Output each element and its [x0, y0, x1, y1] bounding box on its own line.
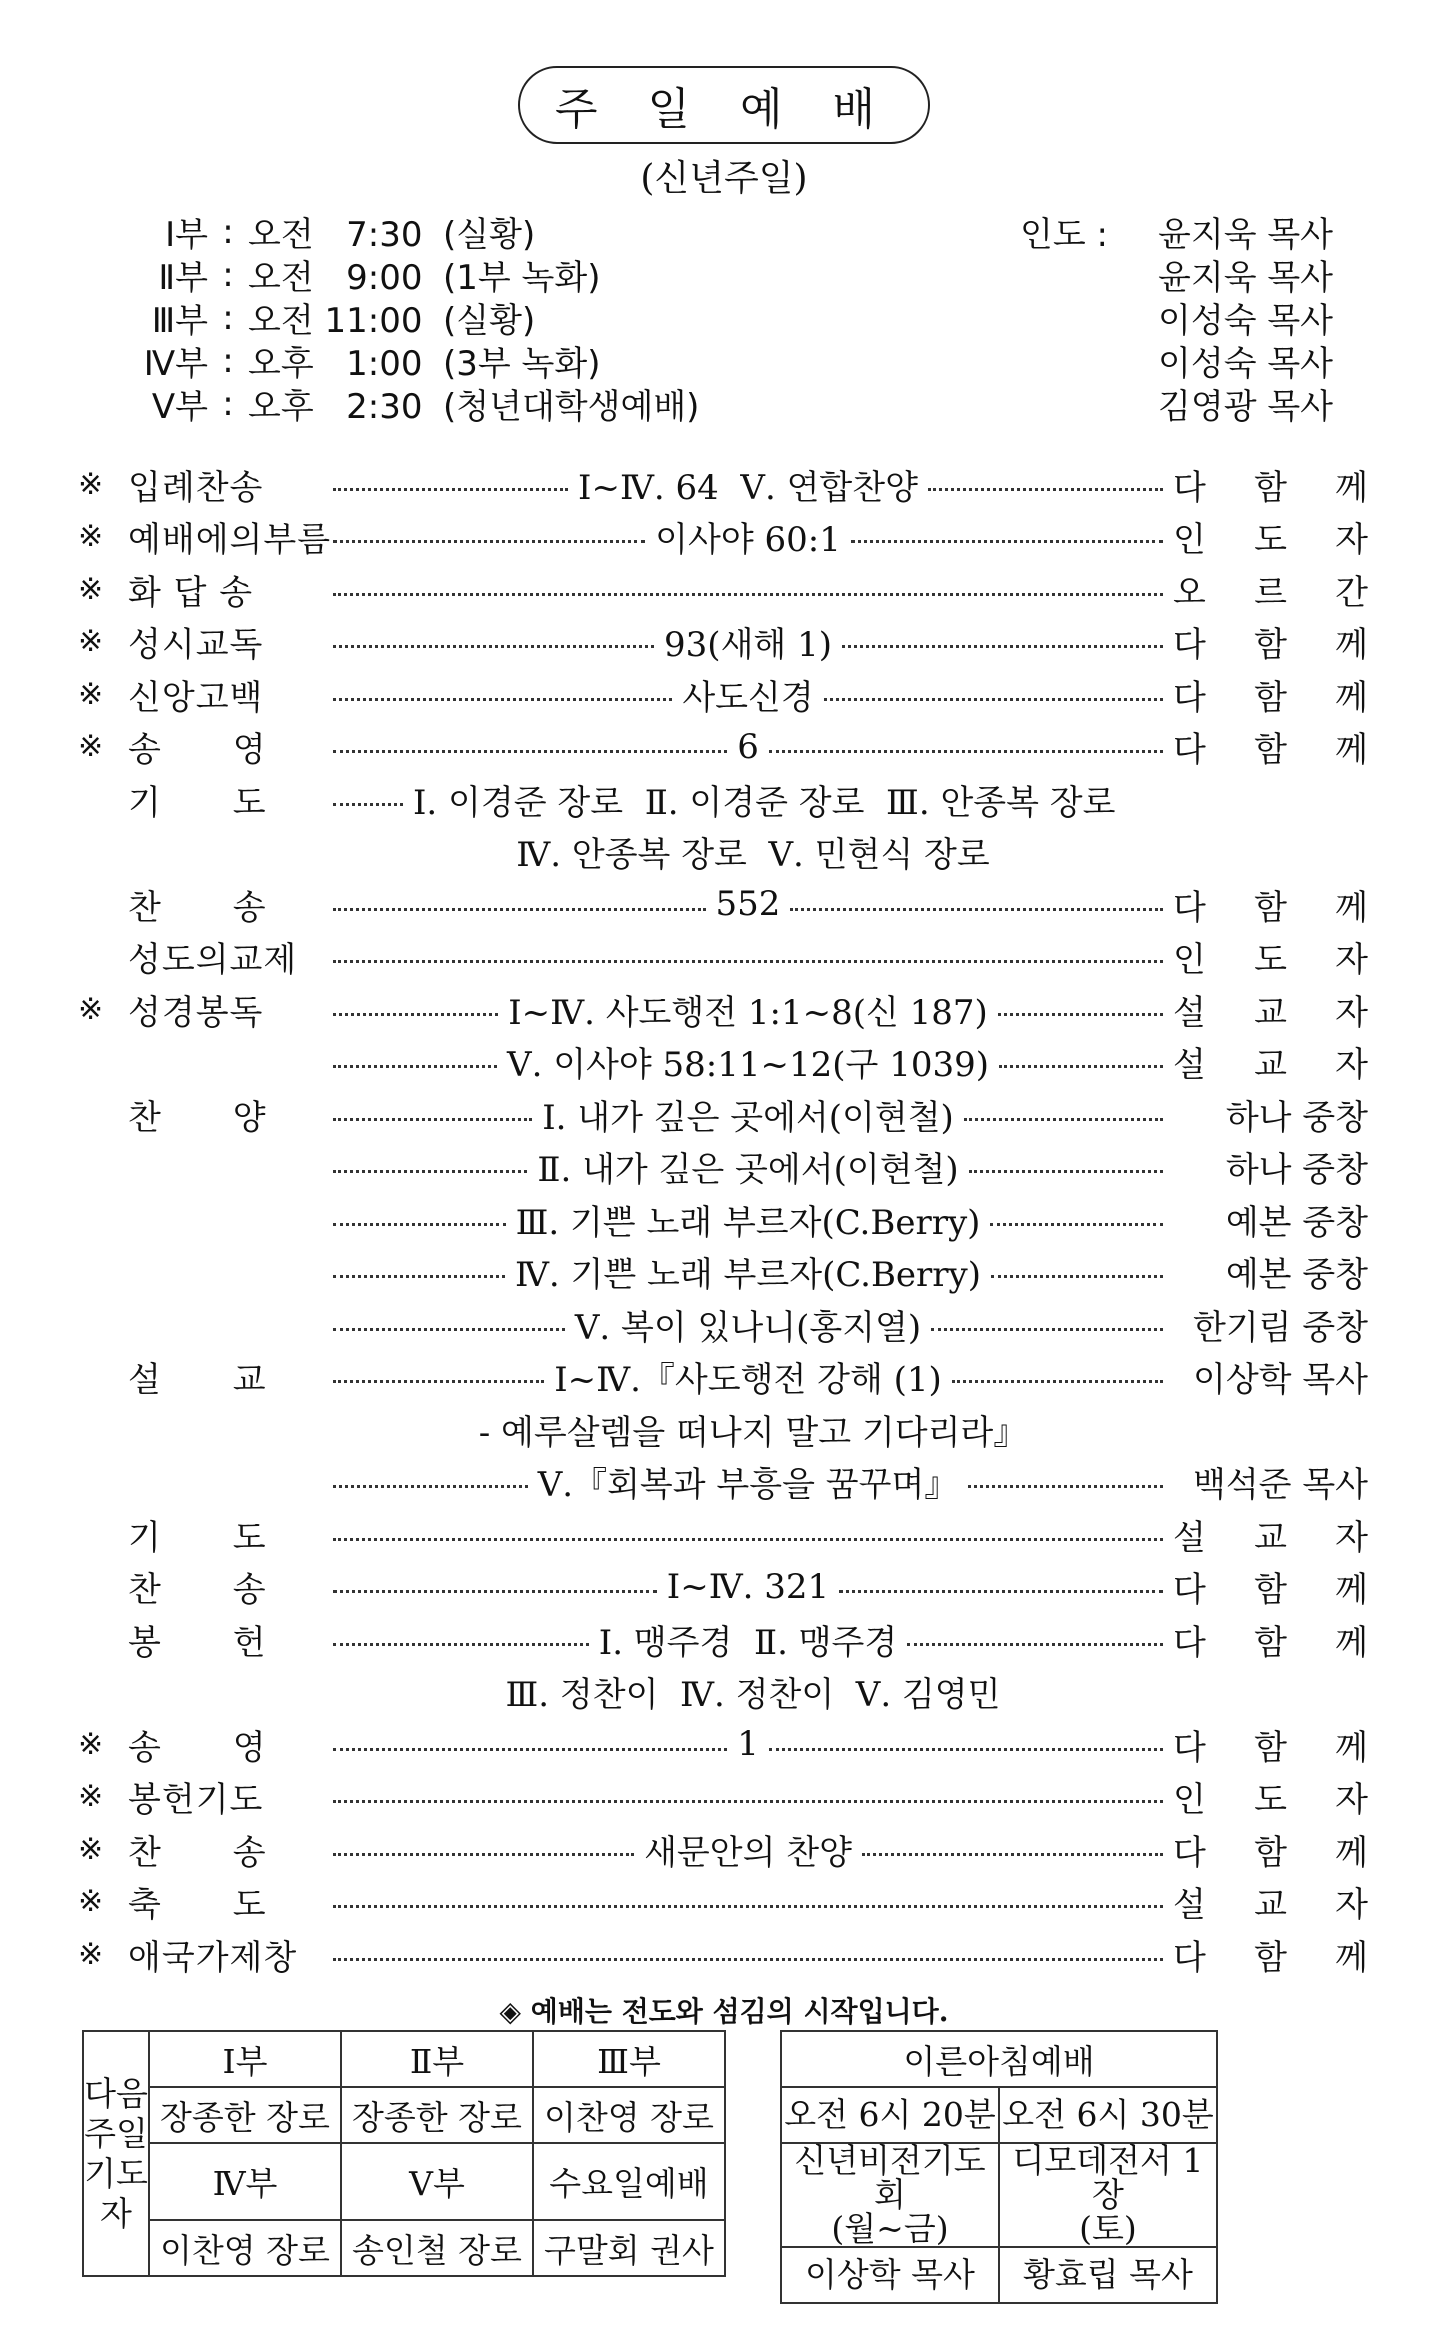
dot-leader [968, 1485, 1163, 1488]
item-label: 기 도 [128, 782, 267, 823]
order-item [78, 1193, 1368, 1246]
morning-row [781, 2087, 1217, 2143]
schedule-note: (1부 녹화) [443, 258, 601, 298]
morning-leader: 이상학 목사 [781, 2247, 999, 2303]
morning-time: 오전 6시 30분 [999, 2087, 1217, 2143]
prayer-name: 구말회 권사 [533, 2220, 725, 2276]
role-char: 함 [1254, 625, 1287, 666]
role-char: 께 [1335, 730, 1368, 771]
dot-leader [333, 698, 672, 701]
dot-leader [769, 1748, 1163, 1751]
role-char: 자 [1335, 1045, 1368, 1086]
dot-leader [790, 908, 1163, 911]
item-content: 6 [737, 726, 759, 767]
continuation-text: - 예루살렘을 떠나지 말고 기다리라』 [478, 1412, 1028, 1453]
role-char: 다 [1173, 887, 1206, 928]
schedule-time: 오후 1:00 [248, 344, 423, 384]
role-char: 자 [1335, 1517, 1368, 1558]
order-item [78, 1771, 1368, 1824]
schedule-part: Ⅰ부 [165, 215, 208, 255]
item-content: Ⅱ. 내가 깊은 곳에서(이현철) [537, 1150, 959, 1191]
order-item [78, 1613, 1368, 1666]
role-text [1173, 1510, 1368, 1559]
dot-leader [842, 645, 1163, 648]
role-char: 께 [1335, 1832, 1368, 1873]
dot-leader [333, 1328, 565, 1331]
reference-mark: ※ [78, 1936, 104, 1972]
reference-mark: ※ [78, 729, 104, 765]
role-text [1173, 1562, 1368, 1611]
role-char: 하나 중창 [1225, 1097, 1369, 1138]
dot-leader [907, 1643, 1163, 1646]
dot-leader [333, 1800, 1163, 1803]
dot-leader [333, 1065, 497, 1068]
role-text [1173, 565, 1368, 614]
dot-leader [851, 540, 1163, 543]
dot-leader [333, 803, 403, 806]
role-char: 백석준 목사 [1192, 1465, 1369, 1506]
role-char: 자 [1335, 992, 1368, 1033]
dot-leader [991, 1275, 1163, 1278]
item-label: 찬 송 [128, 1832, 267, 1873]
leader-row [1020, 296, 1333, 339]
role-char: 도 [1254, 1780, 1287, 1821]
prayer-row [83, 2220, 725, 2276]
prayer-row [83, 2031, 725, 2087]
schedule-part: Ⅲ부 [151, 301, 208, 341]
schedule-note: (청년대학생예배) [443, 387, 700, 427]
schedule-part: Ⅴ부 [151, 387, 208, 427]
role-char: 교 [1254, 1885, 1287, 1926]
item-label: 예배에의부름 [128, 520, 332, 561]
leader-name: 김영광 목사 [1158, 387, 1334, 427]
service-leaders [1020, 210, 1333, 425]
item-content: Ⅰ~Ⅳ.『사도행전 강해 (1) [554, 1360, 942, 1401]
prayer-part-header: 수요일예배 [533, 2143, 725, 2220]
dot-leader [333, 488, 568, 491]
dot-leader [333, 1380, 544, 1383]
morning-leader: 황효립 목사 [999, 2247, 1217, 2303]
role-char: 다 [1173, 1832, 1206, 1873]
leader-row [1020, 210, 1333, 253]
role-char: 인 [1173, 940, 1206, 981]
reference-mark: ※ [78, 624, 104, 660]
role-char: 함 [1254, 1937, 1287, 1978]
role-text [1173, 1352, 1368, 1401]
role-char: 설 [1173, 1517, 1206, 1558]
dot-leader [824, 698, 1163, 701]
role-char: 르 [1254, 572, 1287, 613]
item-label: 찬 송 [128, 887, 267, 928]
item-content: 사도신경 [682, 677, 814, 718]
role-char: 다 [1173, 1727, 1206, 1768]
item-label: 송 영 [128, 1727, 267, 1768]
role-char: 도 [1254, 520, 1287, 561]
service-schedule [108, 210, 699, 425]
reference-mark: ※ [78, 571, 104, 607]
role-char: 함 [1254, 467, 1287, 508]
dot-leader [333, 1748, 727, 1751]
role-text [1173, 1615, 1368, 1664]
item-label: 입례찬송 [128, 467, 264, 508]
leader-name: 이성숙 목사 [1158, 301, 1334, 341]
schedule-time: 오후 2:30 [248, 387, 423, 427]
order-item [78, 1928, 1368, 1981]
role-text [1173, 1195, 1368, 1244]
item-content: 93(새해 1) [664, 625, 832, 666]
item-content: Ⅰ. 내가 깊은 곳에서(이현철) [542, 1097, 954, 1138]
order-item [78, 721, 1368, 774]
prayer-row-header: 다음 주일 기도자 [83, 2031, 149, 2276]
dot-leader [333, 1013, 498, 1016]
morning-row [781, 2247, 1217, 2303]
role-char: 설 [1173, 992, 1206, 1033]
role-char: 자 [1335, 1780, 1368, 1821]
item-label: 봉 헌 [128, 1622, 267, 1663]
order-item [78, 1298, 1368, 1351]
role-char: 께 [1335, 467, 1368, 508]
role-text [1173, 617, 1368, 666]
dot-leader [999, 1065, 1163, 1068]
role-char: 자 [1335, 520, 1368, 561]
prayer-row [83, 2143, 725, 2220]
reference-mark: ※ [78, 991, 104, 1027]
dot-leader [333, 1485, 528, 1488]
role-char: 이상학 목사 [1192, 1360, 1369, 1401]
leader-label: 인도 : [1020, 215, 1108, 255]
role-char: 간 [1335, 572, 1368, 613]
dot-leader [333, 645, 654, 648]
prayer-part-header: Ⅴ부 [341, 2143, 533, 2220]
morning-time: 오전 6시 20분 [781, 2087, 999, 2143]
role-char: 께 [1335, 1622, 1368, 1663]
order-item [78, 616, 1368, 669]
role-char: 설 [1173, 1045, 1206, 1086]
role-text [1173, 932, 1368, 981]
worship-order [78, 458, 1368, 1981]
role-text [1173, 1720, 1368, 1769]
order-item [78, 563, 1368, 616]
schedule-note: (실황) [443, 301, 536, 341]
schedule-part: Ⅱ부 [158, 258, 208, 298]
prayer-part-header: Ⅰ부 [149, 2031, 341, 2087]
role-char: 하나 중창 [1225, 1150, 1368, 1191]
item-label: 봉헌기도 [128, 1780, 264, 1821]
leader-row [1020, 382, 1333, 425]
morning-row [781, 2031, 1217, 2087]
dot-leader [928, 488, 1163, 491]
item-label: 성경봉독 [128, 992, 264, 1033]
reference-mark: ※ [78, 1726, 104, 1762]
role-char: 예본 중창 [1225, 1202, 1369, 1243]
closing-note: ◈ 예배는 전도와 섬김의 시작입니다. [499, 1995, 949, 2028]
role-text [1173, 512, 1368, 561]
role-text [1173, 1247, 1368, 1296]
schedule-colon: : [222, 297, 234, 338]
item-label: 송 영 [128, 730, 267, 771]
schedule-note: (실황) [443, 215, 536, 255]
order-continuation [78, 1403, 1368, 1456]
role-char: 함 [1254, 1832, 1287, 1873]
leader-name: 이성숙 목사 [1158, 344, 1334, 384]
role-char: 한기림 중창 [1192, 1307, 1369, 1348]
order-item [78, 1246, 1368, 1299]
role-char: 함 [1254, 730, 1287, 771]
item-label: 축 도 [128, 1885, 267, 1926]
schedule-colon: : [222, 211, 234, 252]
order-item [78, 1141, 1368, 1194]
page-title: 주 일 예 배 [518, 66, 930, 144]
order-item [78, 1508, 1368, 1561]
dot-leader [990, 1223, 1163, 1226]
order-item [78, 773, 1368, 826]
leader-row [1020, 339, 1333, 382]
item-label: 성도의교제 [128, 940, 298, 981]
schedule-time: 오전 11:00 [248, 301, 423, 341]
item-label: 화 답 송 [128, 572, 254, 613]
role-char: 다 [1173, 677, 1206, 718]
reference-mark: ※ [78, 1779, 104, 1815]
role-char: 께 [1335, 1937, 1368, 1978]
prayer-name: 장종한 장로 [341, 2087, 533, 2143]
schedule-row [108, 339, 699, 382]
role-text [1173, 1142, 1368, 1191]
prayer-part-header: Ⅳ부 [149, 2143, 341, 2220]
reference-mark: ※ [78, 1831, 104, 1867]
schedule-colon: : [222, 383, 234, 424]
role-char: 교 [1254, 1517, 1287, 1558]
dot-leader [952, 1380, 1163, 1383]
role-char: 교 [1254, 1045, 1287, 1086]
reference-mark: ※ [78, 1884, 104, 1920]
item-label: 성시교독 [128, 625, 264, 666]
prayer-name: 송인철 장로 [341, 2220, 533, 2276]
reference-mark: ※ [78, 466, 104, 502]
role-text [1173, 985, 1368, 1034]
role-char: 께 [1335, 1570, 1368, 1611]
dot-leader [333, 540, 645, 543]
leader-row [1020, 253, 1333, 296]
morning-row [781, 2143, 1217, 2247]
role-char: 자 [1335, 940, 1368, 981]
role-char: 다 [1173, 1622, 1206, 1663]
item-content: Ⅴ.『회복과 부흥을 꿈꾸며』 [537, 1465, 959, 1506]
role-text [1173, 460, 1368, 509]
item-content: Ⅰ. 이경준 장로 Ⅱ. 이경준 장로 Ⅲ. 안종복 장로 [413, 782, 1116, 823]
morning-event: 신년비전기도회 (월~금) [781, 2143, 999, 2247]
order-continuation [78, 826, 1368, 879]
schedule-row [108, 296, 699, 339]
schedule-row [108, 253, 699, 296]
dot-leader [333, 1223, 506, 1226]
item-content: 1 [737, 1724, 759, 1765]
role-char: 께 [1335, 1727, 1368, 1768]
role-char: 함 [1254, 1622, 1287, 1663]
order-item [78, 1823, 1368, 1876]
role-char: 께 [1335, 887, 1368, 928]
schedule-row [108, 382, 699, 425]
dot-leader [333, 1905, 1163, 1908]
dot-leader [333, 1958, 1163, 1961]
order-item [78, 458, 1368, 511]
dot-leader [969, 1170, 1163, 1173]
prayer-name: 이찬영 장로 [533, 2087, 725, 2143]
order-item [78, 1088, 1368, 1141]
order-item [78, 1456, 1368, 1509]
morning-worship-table [780, 2030, 1218, 2304]
item-content: Ⅴ. 복이 있나니(홍지열) [574, 1307, 922, 1348]
continuation-text: Ⅲ. 정찬이 Ⅳ. 정찬이 Ⅴ. 김영민 [505, 1675, 1001, 1716]
prayer-row [83, 2087, 725, 2143]
dot-leader [333, 908, 706, 911]
prayer-part-header: Ⅲ부 [533, 2031, 725, 2087]
item-content: 새문안의 찬양 [644, 1832, 852, 1873]
role-text [1173, 1825, 1368, 1874]
prayer-table [82, 2030, 726, 2277]
role-char: 인 [1173, 1780, 1206, 1821]
dot-leader [333, 750, 727, 753]
role-char: 함 [1254, 1570, 1287, 1611]
role-char: 께 [1335, 625, 1368, 666]
schedule-row [108, 210, 699, 253]
prayer-part-header: Ⅱ부 [341, 2031, 533, 2087]
item-label: 찬 양 [128, 1097, 267, 1138]
schedule-colon: : [222, 340, 234, 381]
dot-leader [333, 1170, 527, 1173]
role-char: 도 [1254, 940, 1287, 981]
role-text [1173, 1300, 1368, 1349]
morning-title: 이른아침예배 [781, 2031, 1217, 2087]
continuation-text: Ⅳ. 안종복 장로 Ⅴ. 민현식 장로 [516, 835, 990, 876]
item-label: 신앙고백 [128, 677, 264, 718]
item-content: Ⅰ~Ⅳ. 64 Ⅴ. 연합찬양 [578, 467, 918, 508]
dot-leader [964, 1118, 1163, 1121]
item-label: 기 도 [128, 1517, 267, 1558]
role-text [1173, 880, 1368, 929]
dot-leader [931, 1328, 1163, 1331]
item-content: Ⅲ. 기쁜 노래 부르자(C.Berry) [515, 1202, 981, 1243]
schedule-time: 오전 9:00 [248, 258, 423, 298]
order-item [78, 511, 1368, 564]
role-char: 오 [1173, 572, 1206, 613]
schedule-note: (3부 녹화) [443, 344, 601, 384]
dot-leader [333, 1590, 657, 1593]
role-char: 께 [1335, 677, 1368, 718]
item-label: 애국가제창 [128, 1937, 298, 1978]
role-text [1173, 1457, 1368, 1506]
order-item [78, 1351, 1368, 1404]
order-continuation [78, 1666, 1368, 1719]
role-char: 교 [1254, 992, 1287, 1033]
item-content: Ⅰ. 맹주경 Ⅱ. 맹주경 [598, 1622, 898, 1663]
schedule-colon: : [222, 254, 234, 295]
morning-event: 디모데전서 1장 (토) [999, 2143, 1217, 2247]
dot-leader [333, 1853, 634, 1856]
role-text [1173, 1877, 1368, 1926]
prayer-name: 장종한 장로 [149, 2087, 341, 2143]
role-text [1173, 1772, 1368, 1821]
dot-leader [839, 1590, 1163, 1593]
role-char: 다 [1173, 1937, 1206, 1978]
dot-leader [333, 1275, 505, 1278]
page-subtitle: (신년주일) [640, 158, 808, 199]
item-content: Ⅰ~Ⅳ. 사도행전 1:1~8(신 187) [508, 992, 988, 1033]
dot-leader [862, 1853, 1163, 1856]
role-text [1173, 670, 1368, 719]
reference-mark: ※ [78, 519, 104, 555]
item-content: 552 [715, 884, 781, 925]
order-item [78, 1036, 1368, 1089]
role-char: 예본 중창 [1225, 1255, 1369, 1296]
role-text [1173, 1930, 1368, 1979]
role-char: 설 [1173, 1885, 1206, 1926]
item-content: 이사야 60:1 [655, 520, 841, 561]
order-item [78, 1718, 1368, 1771]
item-content: Ⅰ~Ⅳ. 321 [666, 1566, 830, 1607]
order-item [78, 983, 1368, 1036]
role-char: 함 [1254, 1727, 1287, 1768]
dot-leader [333, 960, 1163, 963]
role-char: 다 [1173, 625, 1206, 666]
order-item [78, 1561, 1368, 1614]
reference-mark: ※ [78, 676, 104, 712]
role-char: 자 [1335, 1885, 1368, 1926]
item-content: Ⅳ. 기쁜 노래 부르자(C.Berry) [514, 1255, 982, 1296]
role-char: 함 [1254, 887, 1287, 928]
order-item [78, 1876, 1368, 1929]
role-char: 다 [1173, 730, 1206, 771]
order-item [78, 878, 1368, 931]
role-char: 함 [1254, 677, 1287, 718]
role-char: 다 [1173, 1570, 1206, 1611]
role-text [1173, 1037, 1368, 1086]
schedule-part: Ⅳ부 [143, 344, 208, 384]
item-label: 찬 송 [128, 1570, 267, 1611]
prayer-name: 이찬영 장로 [149, 2220, 341, 2276]
dot-leader [333, 1538, 1163, 1541]
item-label: 설 교 [128, 1360, 267, 1401]
schedule-time: 오전 7:30 [248, 215, 423, 255]
order-item [78, 931, 1368, 984]
dot-leader [333, 1118, 532, 1121]
role-char: 인 [1173, 520, 1206, 561]
dot-leader [333, 1643, 589, 1646]
order-item [78, 668, 1368, 721]
role-char: 다 [1173, 467, 1206, 508]
leader-name: 윤지욱 목사 [1158, 215, 1334, 255]
item-content: Ⅴ. 이사야 58:11~12(구 1039) [507, 1045, 989, 1086]
dot-leader [769, 750, 1163, 753]
leader-name: 윤지욱 목사 [1158, 258, 1334, 298]
dot-leader [998, 1013, 1163, 1016]
role-text [1173, 1090, 1368, 1139]
dot-leader [333, 593, 1163, 596]
role-text [1173, 722, 1368, 771]
